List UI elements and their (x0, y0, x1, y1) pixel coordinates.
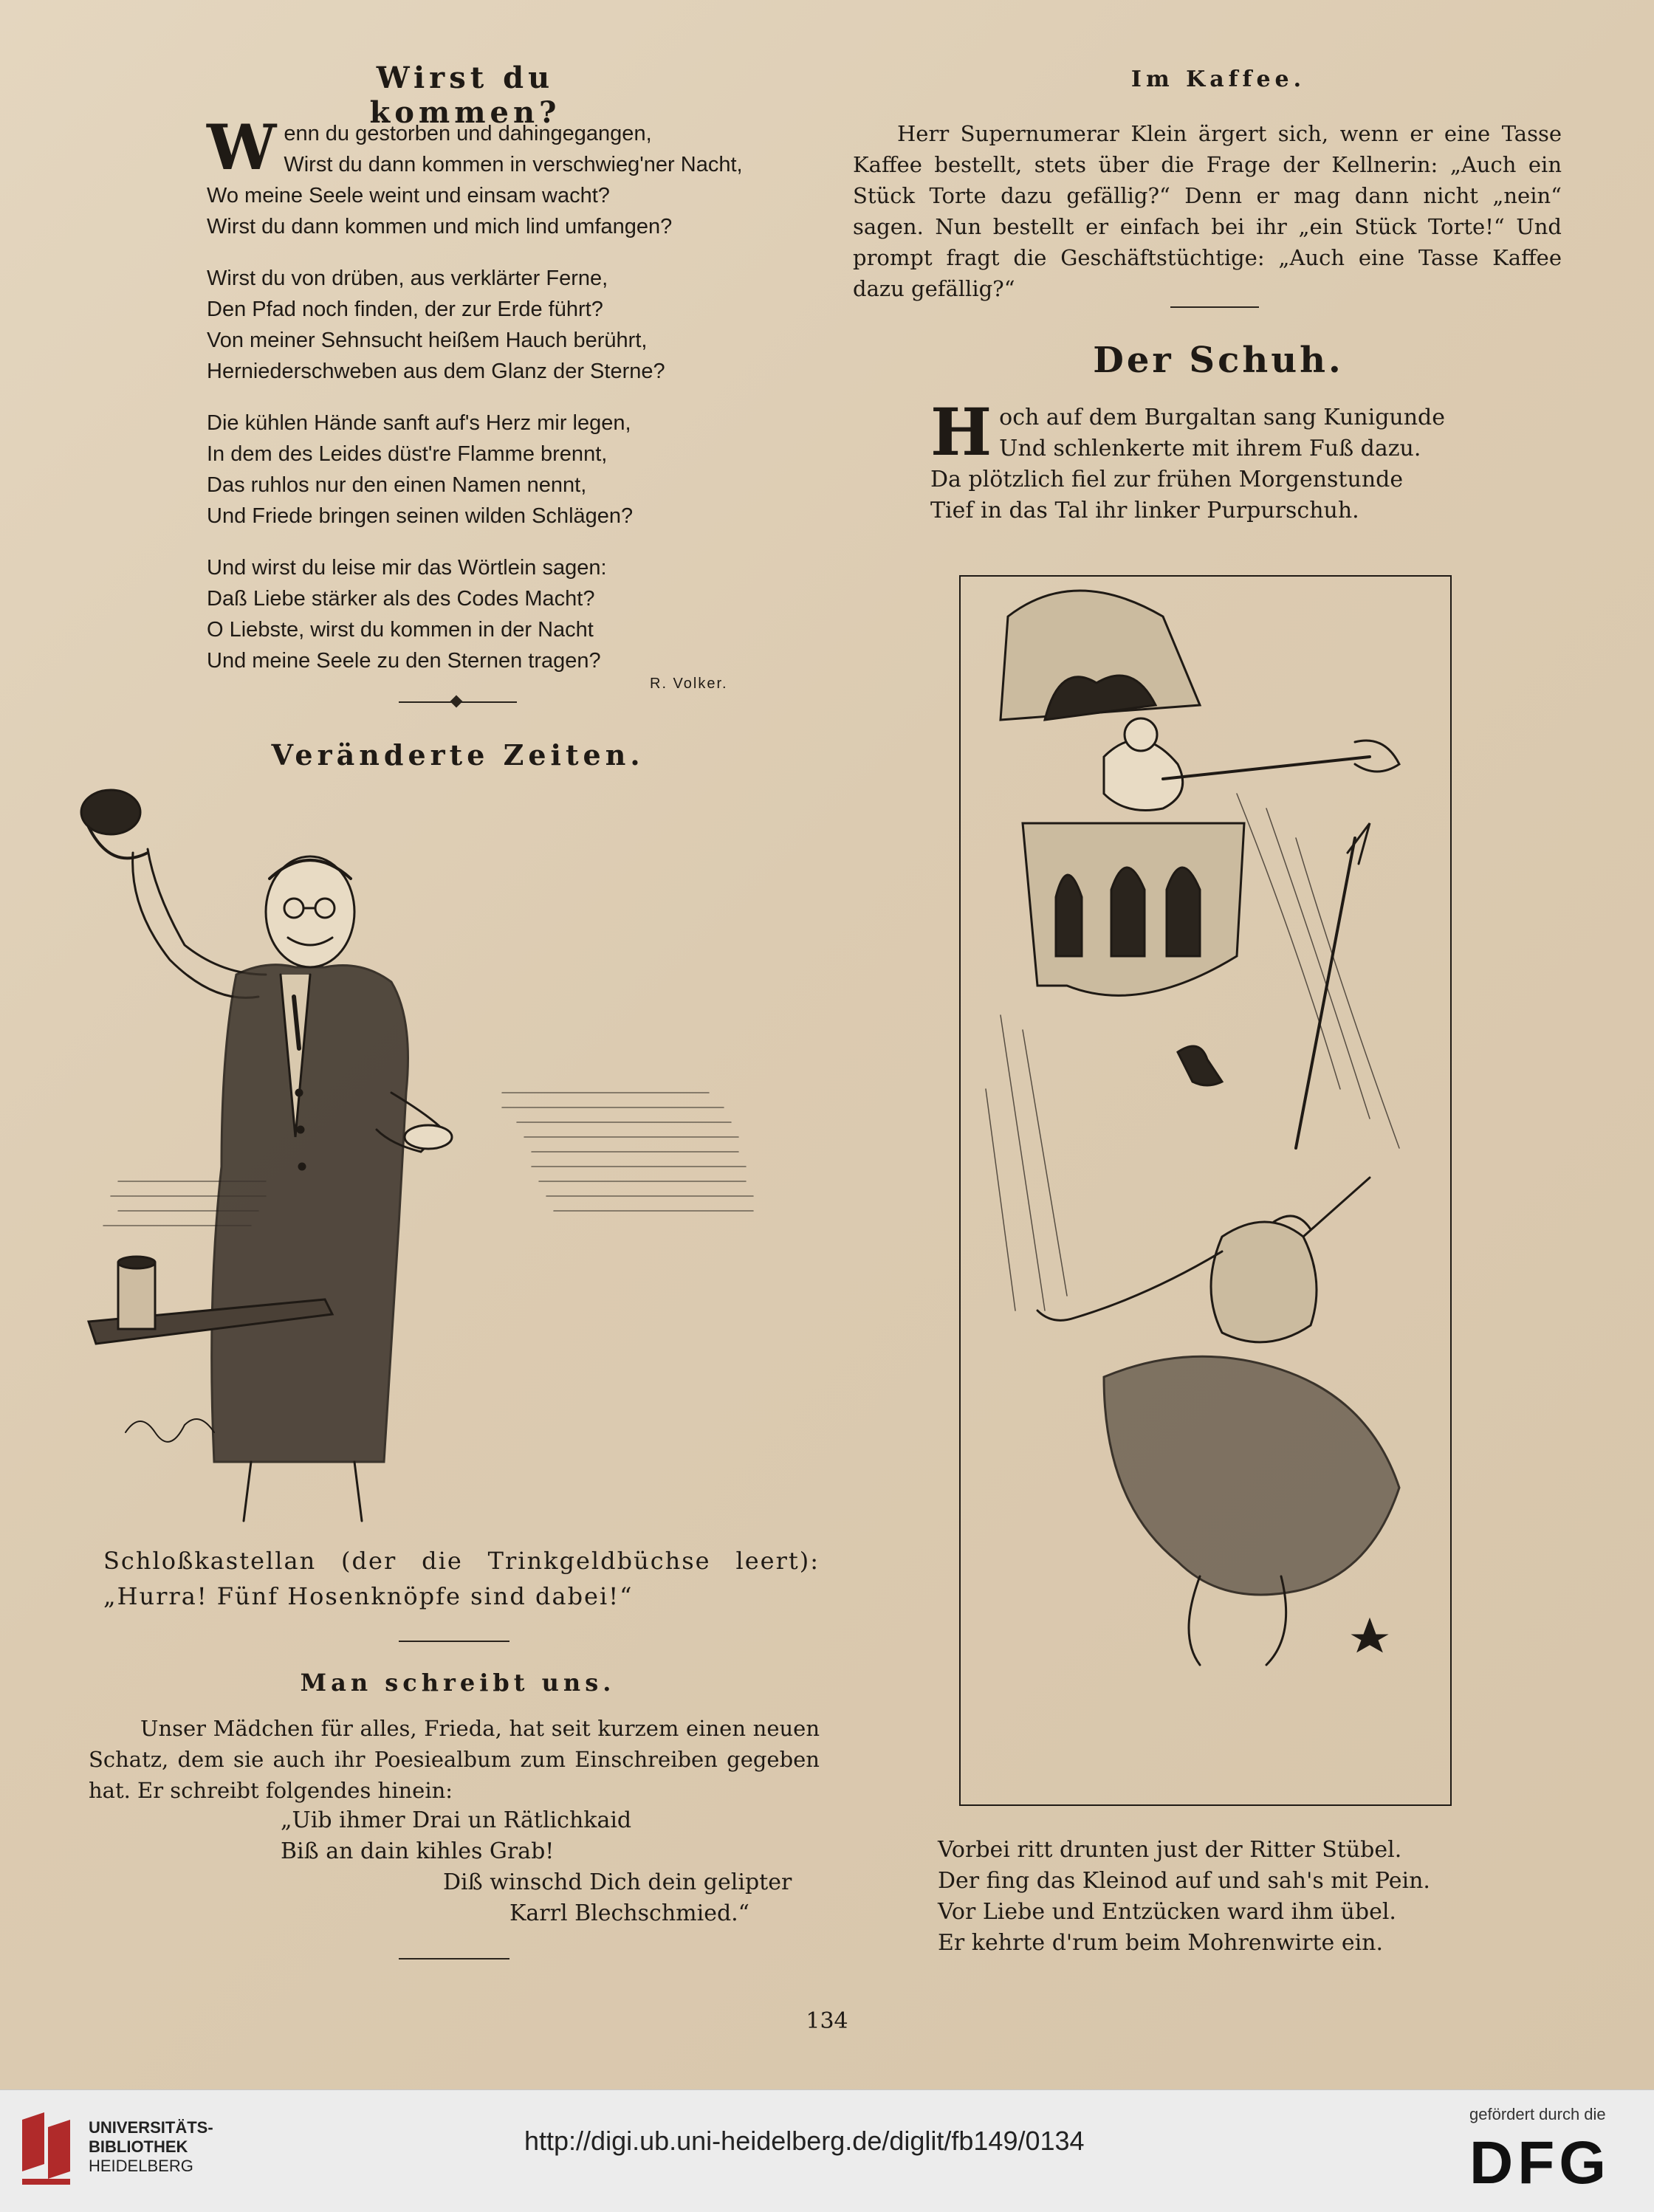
poem-line: enn du gestorben und dahingegangen, (284, 122, 652, 145)
library-line: BIBLIOTHEK (89, 2137, 188, 2156)
library-line: HEIDELBERG (89, 2157, 193, 2175)
divider (399, 1958, 509, 1959)
letter-closing-line: Karrl Blechschmied.“ (509, 1900, 750, 1926)
poem-line: Und schlenkerte mit ihrem Fuß dazu. (999, 436, 1421, 461)
poem-line: Wirst du dann kommen in verschwieg'ner Nacht, (284, 153, 743, 176)
poem-line: Da plötzlich fiel zur frühen Morgenstunde (930, 467, 1404, 492)
poem-line: Herniederschweben aus dem Glanz der Sterne? (207, 360, 665, 383)
shoe-poem-bottom (938, 1835, 1528, 1959)
funding-note: gefördert durch die (1469, 2105, 1606, 2123)
letter-intro: Unser Mädchen für alles, Frieda, hat seit kurzem einen neuen Schatz, dem sie auch ihr Poesiealbum zum Einschreiben gegeben hat. Er schreibt folgendes hinein: (89, 1716, 820, 1803)
section-title: Der Schuh. (1093, 340, 1344, 381)
ornament-diamond (450, 695, 463, 708)
library-name (89, 2118, 213, 2176)
poem-line: Vorbei ritt drunten just der Ritter Stübel. (938, 1837, 1402, 1863)
poem-body (207, 111, 797, 676)
poem-title: Wirst du kommen? (369, 61, 561, 130)
letter-closing-line: Diß winschd Dich dein gelipter (443, 1869, 792, 1895)
poem-line: Wirst du dann kommen und mich lind umfangen? (207, 215, 673, 238)
dfg-logo: DFG (1469, 2129, 1611, 2196)
old-castellan-illustration (44, 783, 797, 1536)
poem-dropcap: W (207, 111, 277, 184)
footer-bar (0, 2089, 1654, 2212)
digital-copy-link[interactable]: http://digi.ub.uni-heidelberg.de/diglit/fb149/0134 (524, 2126, 1085, 2156)
poem-line: Und wirst du leise mir das Wörtlein sagen: (207, 556, 607, 580)
poem-line: Und meine Seele zu den Sternen tragen? (207, 649, 601, 673)
letter-verse-line: „Uib ihmer Drai un Rätlichkaid (281, 1807, 632, 1833)
poem-line: Die kühlen Hände sanft auf's Herz mir legen, (207, 411, 631, 435)
divider (399, 1641, 509, 1642)
poem-line: Das ruhlos nur den einen Namen nennt, (207, 473, 587, 497)
poem-line: Tief in das Tal ihr linker Purpurschuh. (930, 498, 1359, 523)
poem-line: Wirst du von drüben, aus verklärter Ferne, (207, 267, 608, 290)
poem-line: Vor Liebe und Entzücken ward ihm übel. (938, 1899, 1396, 1925)
section-title: Veränderte Zeiten. (271, 738, 645, 772)
library-logo-icon (15, 2112, 81, 2194)
shoe-poem-dropcap: H (930, 394, 992, 470)
library-line: UNIVERSITÄTS- (89, 2118, 213, 2137)
shoe-poem-top (930, 394, 1521, 526)
poem-line: Von meiner Sehnsucht heißem Hauch berührt, (207, 329, 648, 352)
poem-line: Der fing das Kleinod auf und sah's mit Pein. (938, 1868, 1430, 1894)
letter-verse-line: Biß an dain kihles Grab! (281, 1838, 555, 1864)
poem-stanza-1 (207, 111, 797, 242)
section-title: Man schreibt uns. (300, 1669, 616, 1697)
knight-and-shoe-illustration (956, 572, 1455, 1809)
divider (1170, 306, 1259, 308)
anecdote-text: Herr Supernumerar Klein ärgert sich, wenn er eine Tasse Kaffee bestellt, stets über die Frage der Kellnerin: „Auch ein Stück Torte dazu gefällig?“ Denn er mag dann nicht „nein“ sagen. Nun bestellt er einfach bei ihr „ein Stück Torte!“ Und prompt fragt die Geschäftstüchtige: „Auch eine Tasse Kaffee dazu gefällig?“ (853, 121, 1562, 301)
poem-line: Wo meine Seele weint und einsam wacht? (207, 184, 610, 207)
poem-line: O Liebste, wirst du kommen in der Nacht (207, 618, 594, 642)
poem-line: och auf dem Burgaltan sang Kunigunde (999, 405, 1445, 430)
poem-line: Er kehrte d'rum beim Mohrenwirte ein. (938, 1930, 1384, 1956)
page-number: 134 (806, 2008, 848, 2034)
poem-line: Und Friede bringen seinen wilden Schlägen? (207, 504, 634, 528)
poem-line: Daß Liebe stärker als des Codes Macht? (207, 587, 595, 611)
illustration-caption: Schloßkastellan (der die Trinkgeldbüchse leert): „Hurra! Fünf Hosenknöpfe sind dabei!“ (103, 1547, 820, 1610)
poem-author: R. Volker. (650, 676, 728, 692)
section-title: Im Kaffee. (1130, 66, 1306, 92)
poem-line: Den Pfad noch finden, der zur Erde führt? (207, 298, 603, 321)
poem-line: In dem des Leides düst're Flamme brennt, (207, 442, 608, 466)
